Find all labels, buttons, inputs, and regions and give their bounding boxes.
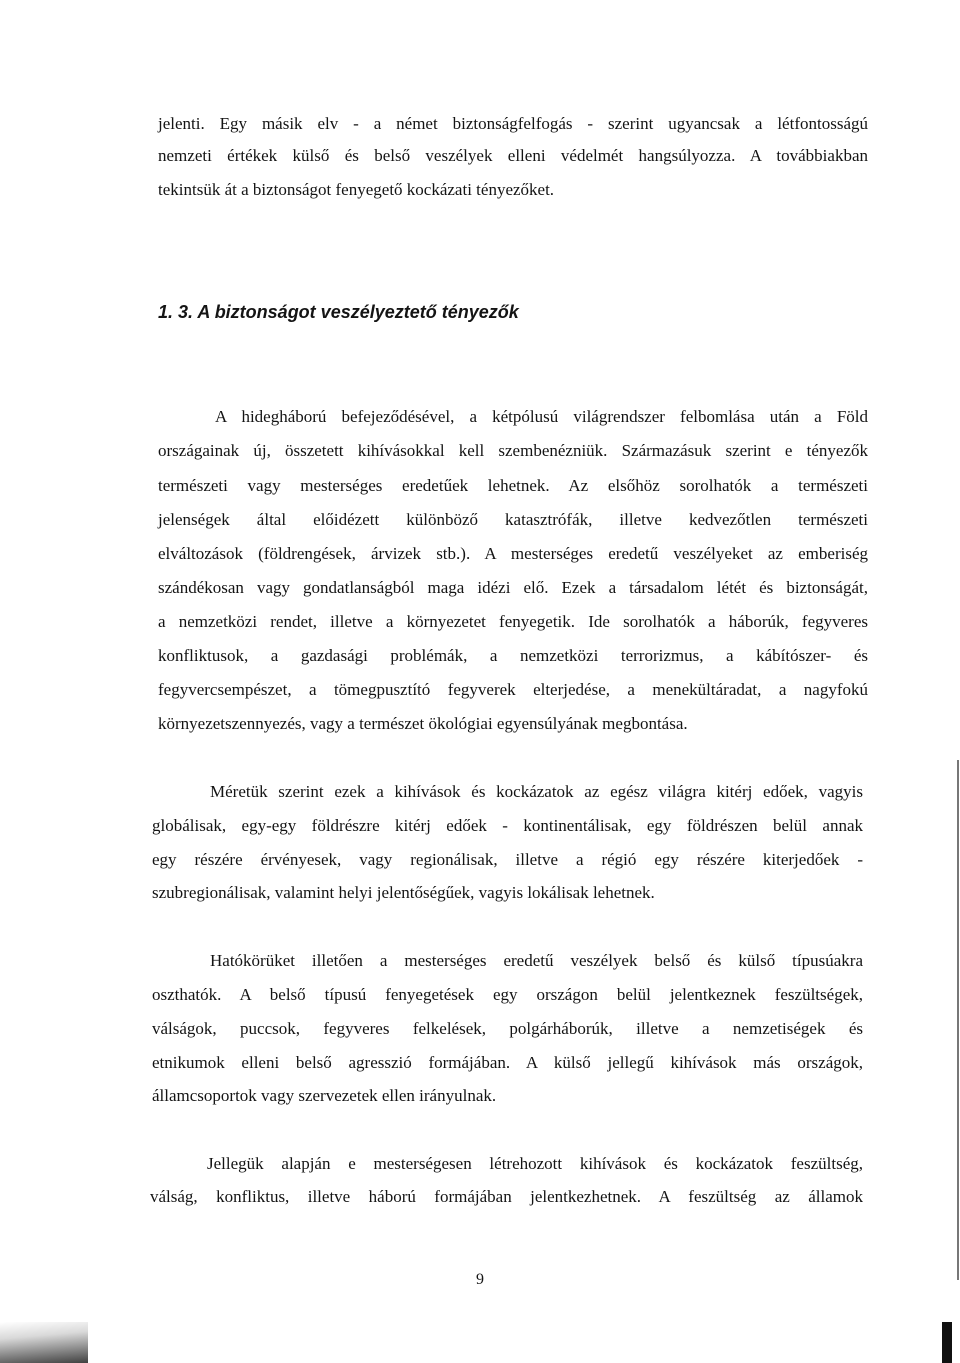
- page-number: 9: [476, 1271, 484, 1288]
- text-line: természeti vagy mesterséges eredetűek lehetnek. Az elsőhöz sorolhatók a természeti: [158, 476, 868, 495]
- text-line: etnikumok elleni belső agresszió formájában. A külső jellegű kihívások más országok,: [152, 1053, 863, 1072]
- text-line: globálisak, egy-egy földrészre kitérj edőek - kontinentálisak, egy földrészen belül annak: [152, 816, 863, 835]
- scan-artifact-bottom-right-bar: [942, 1322, 952, 1363]
- text-line: fegyvercsempészet, a tömegpusztító fegyverek elterjedése, a menekültáradat, a nagyfokú: [158, 680, 868, 699]
- scan-artifact-right-edge: [957, 760, 959, 1280]
- text-line: elváltozások (földrengések, árvizek stb.). A mesterséges eredetű veszélyeket az emberiség: [158, 544, 868, 563]
- text-line: államcsoportok vagy szervezetek ellen irányulnak.: [152, 1086, 497, 1105]
- text-line: tekintsük át a biztonságot fenyegető kockázati tényezőket.: [158, 180, 555, 199]
- text-line: a nemzetközi rendet, illetve a környezetet fenyegetik. Ide sorolhatók a háborúk, fegyveres: [158, 612, 868, 631]
- text-line: szándékosan vagy gondatlanságból maga idézi elő. Ezek a társadalom létét és biztonságát,: [158, 578, 868, 597]
- text-line: jelenségek által előidézett különböző katasztrófák, illetve kedvezőtlen természeti: [158, 510, 868, 529]
- text-line: Méretük szerint ezek a kihívások és kockázatok az egész világra kitérj edőek, vagyis: [210, 782, 863, 801]
- scan-artifact-bottom-left: [0, 1322, 88, 1363]
- text-line: szubregionálisak, valamint helyi jelentőségűek, vagyis lokálisak lehetnek.: [152, 883, 655, 902]
- text-line: egy részére érvényesek, vagy regionálisak, illetve a régió egy részére kiterjedőek -: [152, 850, 863, 869]
- text-line: jelenti. Egy másik elv - a német biztonságfelfogás - szerint ugyancsak a létfontosságú: [158, 114, 868, 133]
- text-line: válságok, puccsok, fegyveres felkelések, polgárháborúk, illetve a nemzetiségek és: [152, 1019, 863, 1038]
- text-line: konfliktusok, a gazdasági problémák, a nemzetközi terrorizmus, a kábítószer- és: [158, 646, 868, 665]
- text-line: A hidegháború befejeződésével, a kétpólusú világrendszer felbomlása után a Föld: [215, 407, 868, 426]
- text-line: országainak új, összetett kihívásokkal kell szembenézniük. Származásuk szerint e tényezők: [158, 441, 868, 460]
- text-line: Jellegük alapján e mesterségesen létrehozott kihívások és kockázatok feszültség,: [207, 1154, 863, 1173]
- text-line: nemzeti értékek külső és belső veszélyek elleni védelmét hangsúlyozza. A továbbiakban: [158, 146, 868, 165]
- text-line: oszthatók. A belső típusú fenyegetések egy országon belül jelentkeznek feszültségek,: [152, 985, 863, 1004]
- text-line: válság, konfliktus, illetve háború formájában jelentkezhetnek. A feszültség az államok: [150, 1187, 863, 1206]
- text-line: Hatókörüket illetően a mesterséges eredetű veszélyek belső és külső típusúakra: [210, 951, 863, 970]
- section-heading: 1. 3. A biztonságot veszélyeztető tényezők: [158, 302, 519, 322]
- text-line: környezetszennyezés, vagy a természet ökológiai egyensúlyának megbontása.: [158, 714, 688, 733]
